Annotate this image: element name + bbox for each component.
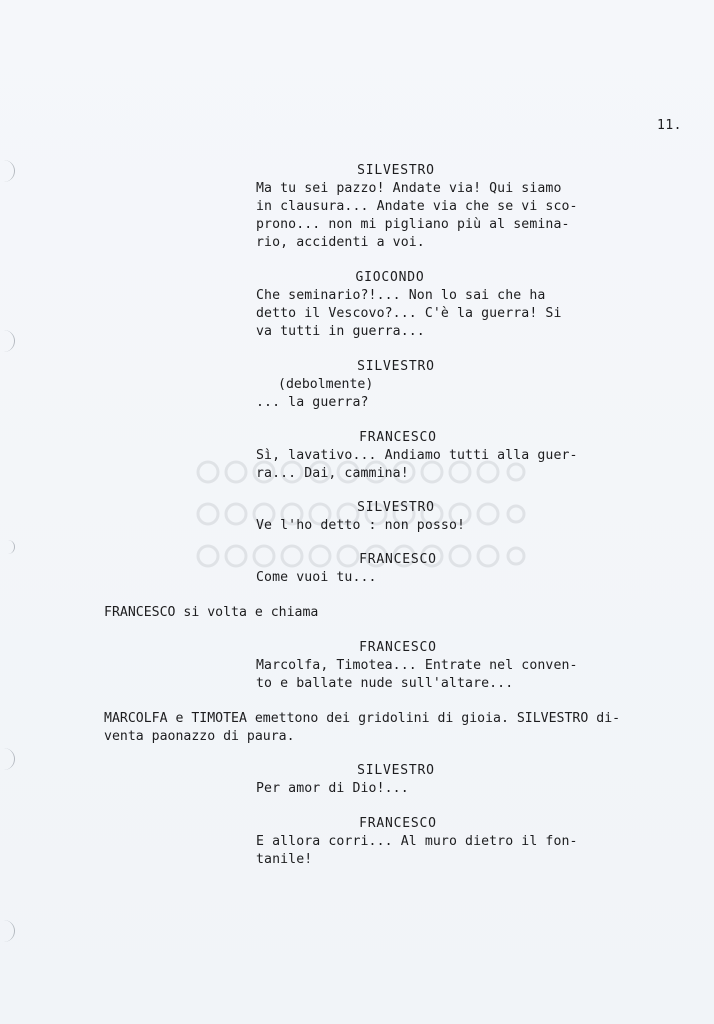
stage-parenthetical: (debolmente) [278, 377, 374, 392]
punch-hole [4, 330, 15, 352]
dialogue-line: in clausura... Andate via che se vi sco- [256, 199, 578, 214]
dialogue-line: prono... non mi pigliano più al semina- [256, 217, 570, 232]
dialogue-line: Sì, lavativo... Andiamo tutti alla guer- [256, 448, 578, 463]
page-number: 11. [657, 118, 682, 133]
stage-direction: FRANCESCO si volta e chiama [104, 605, 319, 620]
stage-direction: venta paonazzo di paura. [104, 729, 295, 744]
dialogue-line: Ve l'ho detto : non posso! [256, 518, 466, 533]
dialogue-line: va tutti in guerra... [256, 324, 425, 339]
speaker-name: FRANCESCO [359, 640, 437, 655]
dialogue-line: ... la guerra? [256, 395, 369, 410]
dialogue-line: Per amor di Dio!... [256, 781, 409, 796]
speaker-name: SILVESTRO [357, 500, 435, 515]
dialogue-line: Ma tu sei pazzo! Andate via! Qui siamo [256, 181, 562, 196]
speaker-name: SILVESTRO [357, 359, 435, 374]
speaker-name: FRANCESCO [359, 552, 437, 567]
speaker-name: SILVESTRO [357, 763, 435, 778]
dialogue-line: rio, accidenti a voi. [256, 235, 425, 250]
dialogue-line: Come vuoi tu... [256, 570, 377, 585]
punch-hole [4, 160, 15, 182]
dialogue-line: Marcolfa, Timotea... Entrate nel conven- [256, 658, 578, 673]
dialogue-line: detto il Vescovo?... C'è la guerra! Si [256, 306, 562, 321]
dialogue-line: E allora corri... Al muro dietro il fon- [256, 834, 578, 849]
speaker-name: GIOCONDO [355, 270, 425, 285]
punch-hole [4, 540, 15, 554]
speaker-name: FRANCESCO [359, 430, 437, 445]
punch-hole [4, 748, 15, 770]
dialogue-line: ra... Dai, cammina! [256, 466, 409, 481]
dialogue-line: to e ballate nude sull'altare... [256, 676, 514, 691]
dialogue-line: tanile! [256, 852, 313, 867]
stage-direction: MARCOLFA e TIMOTEA emettono dei gridolini di gioia. SILVESTRO di- [104, 711, 621, 726]
dialogue-line: Che seminario?!... Non lo sai che ha [256, 288, 546, 303]
speaker-name: FRANCESCO [359, 816, 437, 831]
punch-hole [4, 920, 15, 942]
speaker-name: SILVESTRO [357, 163, 435, 178]
